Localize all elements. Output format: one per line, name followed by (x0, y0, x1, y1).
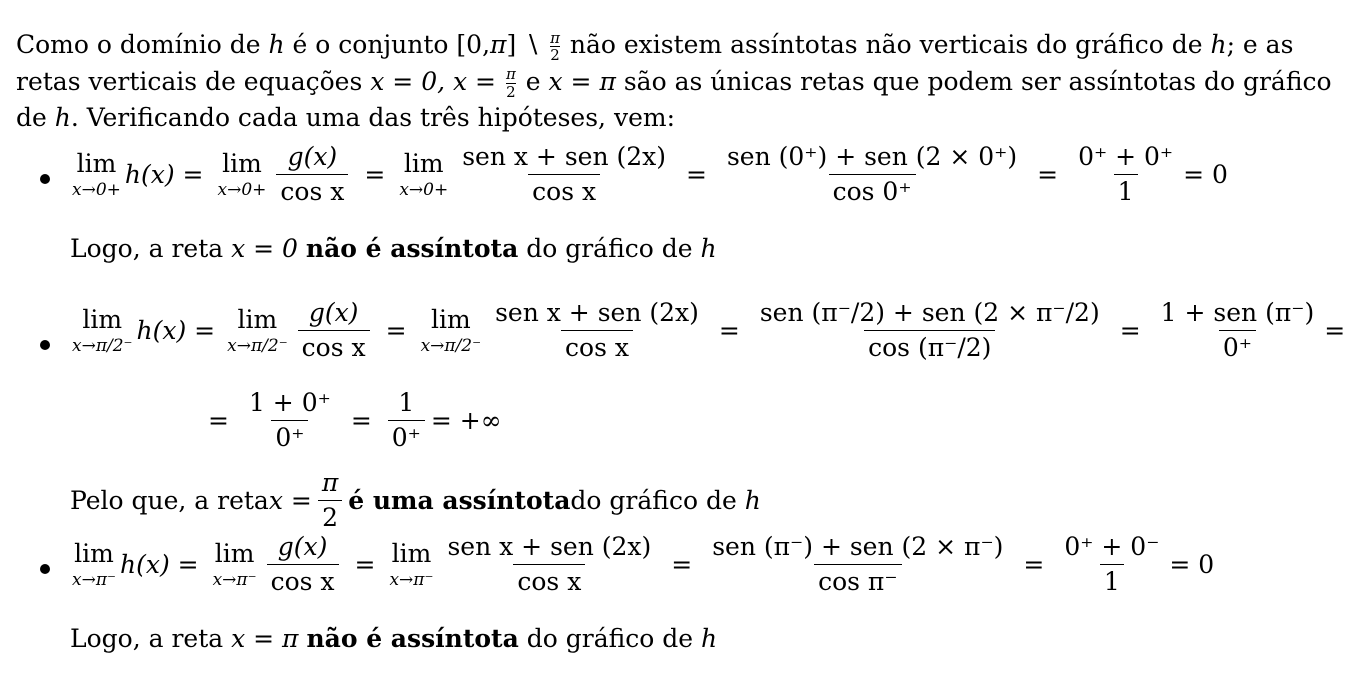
fraction (458, 144, 670, 206)
case3-conclusion (70, 624, 717, 653)
bold-text: não é assíntota (306, 624, 519, 653)
lim-sub: x→π/2⁻ (420, 335, 482, 356)
fraction (443, 534, 655, 596)
var-h: h (744, 486, 761, 516)
den: cos x (513, 564, 585, 595)
intro-text: ; e as retas verticais de equações (16, 30, 1294, 96)
num: sen (π⁻) + sen (2 × π⁻) (712, 532, 1004, 561)
limit (72, 538, 116, 590)
den: cos 0⁺ (829, 174, 916, 205)
lim-sub: x→0+ (72, 179, 121, 200)
num: g(x) (308, 298, 359, 327)
pi-over-2 (550, 30, 560, 64)
intro-paragraph (16, 27, 1336, 135)
lim-word: lim (222, 148, 262, 178)
num: sen x + sen (2x) (447, 532, 652, 561)
den: 2 (506, 82, 516, 101)
lim-word: lim (237, 304, 278, 334)
pi-over-2 (318, 470, 342, 532)
lim-word: lim (214, 538, 255, 568)
fraction (491, 300, 703, 362)
equation: x = (453, 66, 496, 96)
den: cos x (298, 330, 370, 361)
num: sen (0⁺) + sen (2 × 0⁺) (726, 142, 1018, 171)
result: = 0 (1169, 550, 1215, 580)
limit (212, 538, 257, 590)
case2-continuation: = $\frac{1 + 0^+}{0^+}$ = $\frac{1}{0^+}$ = +∞ (208, 388, 502, 453)
text: do gráfico de (518, 234, 701, 263)
h-of-x: h(x) = (119, 550, 199, 580)
limit (389, 538, 434, 590)
fraction (267, 534, 339, 596)
num: π (505, 65, 516, 83)
limit (72, 148, 121, 200)
equation: x = 0, (370, 66, 446, 96)
den: 2 (550, 46, 560, 64)
lim-sub: x→π/2⁻ (227, 335, 288, 356)
bullet-icon (40, 564, 50, 574)
limit (420, 304, 482, 356)
intro-text: e (525, 66, 541, 96)
num: 1 + sen (π⁻) (1160, 298, 1315, 327)
num: g(x) (277, 532, 328, 561)
limit (227, 304, 288, 356)
den: 0⁺ (1219, 330, 1256, 361)
num: 0⁺ + 0⁺ (1078, 142, 1174, 171)
fraction (708, 534, 1007, 596)
result: = 0 (1183, 160, 1228, 190)
intro-text: . Verificando cada uma das três hipóteses, vem: (70, 103, 675, 132)
den: cos (π⁻/2) (864, 330, 995, 361)
result: = +∞ (430, 406, 502, 436)
den: 0⁺ (388, 420, 425, 451)
den: cos x (561, 330, 633, 361)
num: 1 + 0⁺ (248, 388, 331, 417)
lim-sub: x→0+ (217, 179, 267, 200)
var-h: h (700, 234, 717, 263)
fraction (1060, 534, 1163, 596)
h-of-x: h(x) = (124, 160, 204, 190)
var-h: h (268, 30, 285, 59)
den: 1 (1114, 174, 1138, 205)
text: do gráfico de (570, 486, 737, 516)
num: g(x) (287, 142, 338, 171)
equation: x = π (231, 624, 299, 653)
limit (399, 148, 449, 200)
case1-equation: lim x→0+ h(x) = lim x→0+ $\frac{g(x)}{\text{cos x}}$ = lim x→0+ $\frac{\text{sen x + sen (2x)}}{\text{cos x}}$ = $\frac{\text{sen (0⁺) + sen (2 × 0⁺)}}{\cos 0^+}$ = $\frac{0^+ + 0^+}{1}$ = 0 (72, 142, 1228, 207)
limit (217, 148, 267, 200)
text: Pelo que, a reta (70, 486, 269, 516)
lim-word: lim (76, 148, 117, 178)
lim-word: lim (430, 304, 471, 334)
den: cos x (528, 174, 600, 205)
num: sen (π⁻/2) + sen (2 × π⁻/2) (759, 298, 1100, 327)
fraction (388, 390, 425, 452)
equation: x = π (548, 66, 616, 96)
den: cos π⁻ (814, 564, 901, 595)
case1-conclusion (70, 234, 717, 263)
case2-equation: lim x→π/2⁻ h(x) = lim x→π/2⁻ $\frac{g(x)}{\text{cos x}}$ = lim x→π/2⁻ $\frac{\text{sen x + sen (2x)}}{\text{cos x}}$ = $\frac{\text{sen (π⁻/2) + sen (2 × π⁻/2)}}{\cos (\pi^-/2)}$ = $\frac{\text{1 + sen (π⁻)}}{0^+}$ = (72, 298, 1346, 363)
equation: x = 0 (231, 234, 298, 263)
fraction (276, 144, 348, 206)
fraction (245, 390, 335, 452)
num: 1 (398, 388, 415, 417)
h-of-x: h(x) = (136, 316, 216, 346)
var-h: h (1210, 30, 1227, 59)
intro-text: não existem assíntotas não verticais do gráfico de (561, 30, 1211, 59)
intro-text: são as únicas retas que podem ser assíntotas do gráfico de (16, 66, 1332, 132)
den: 1 (1100, 564, 1124, 595)
text: do gráfico de (518, 624, 702, 653)
den: cos x (267, 564, 339, 595)
lim-sub: x→0+ (399, 179, 449, 200)
fraction (1074, 144, 1177, 206)
fraction (756, 300, 1104, 362)
var-pi: π (490, 30, 507, 59)
lim-sub: x→π⁻ (212, 569, 257, 590)
den: 0⁺ (271, 420, 308, 451)
text: Logo, a reta (70, 624, 232, 653)
den: 2 (318, 500, 342, 531)
den: cos x (276, 174, 348, 205)
bullet-icon (40, 340, 50, 350)
lim-sub: x→π⁻ (72, 569, 116, 590)
lim-word: lim (391, 538, 432, 568)
fraction (298, 300, 370, 362)
intro-text: é o conjunto [0, (284, 30, 491, 59)
num: sen x + sen (2x) (462, 142, 667, 171)
num: π (321, 468, 339, 497)
intro-text: ] ∖ (506, 30, 549, 59)
text: Logo, a reta (70, 234, 232, 263)
equation: x = (268, 486, 312, 516)
bold-text: é uma assíntota (348, 486, 571, 516)
bullet-icon (40, 174, 50, 184)
lim-sub: x→π⁻ (389, 569, 434, 590)
lim-sub: x→π/2⁻ (72, 335, 133, 356)
limit (72, 304, 133, 356)
fraction (723, 144, 1021, 206)
bold-text: não é assíntota (305, 234, 519, 263)
intro-text: Como o domínio de (16, 30, 269, 59)
lim-word: lim (82, 304, 123, 334)
lim-word: lim (74, 538, 114, 568)
num: π (550, 28, 560, 47)
pi-over-2 (506, 66, 516, 100)
var-h: h (701, 624, 718, 653)
case2-conclusion (70, 470, 761, 532)
var-h: h (54, 103, 71, 132)
num: 0⁺ + 0⁻ (1064, 532, 1160, 561)
num: sen x + sen (2x) (495, 298, 699, 327)
lim-word: lim (403, 148, 444, 178)
case3-equation: lim x→π⁻ h(x) = lim x→π⁻ $\frac{g(x)}{\text{cos x}}$ = lim x→π⁻ $\frac{\text{sen x + sen (2x)}}{\text{cos x}}$ = $\frac{\text{sen (π⁻) + sen (2 × π⁻)}}{\text{cos π⁻}}$ = $\frac{0^+ + 0^-}{1}$ = 0 (72, 532, 1215, 597)
fraction (1157, 300, 1319, 362)
